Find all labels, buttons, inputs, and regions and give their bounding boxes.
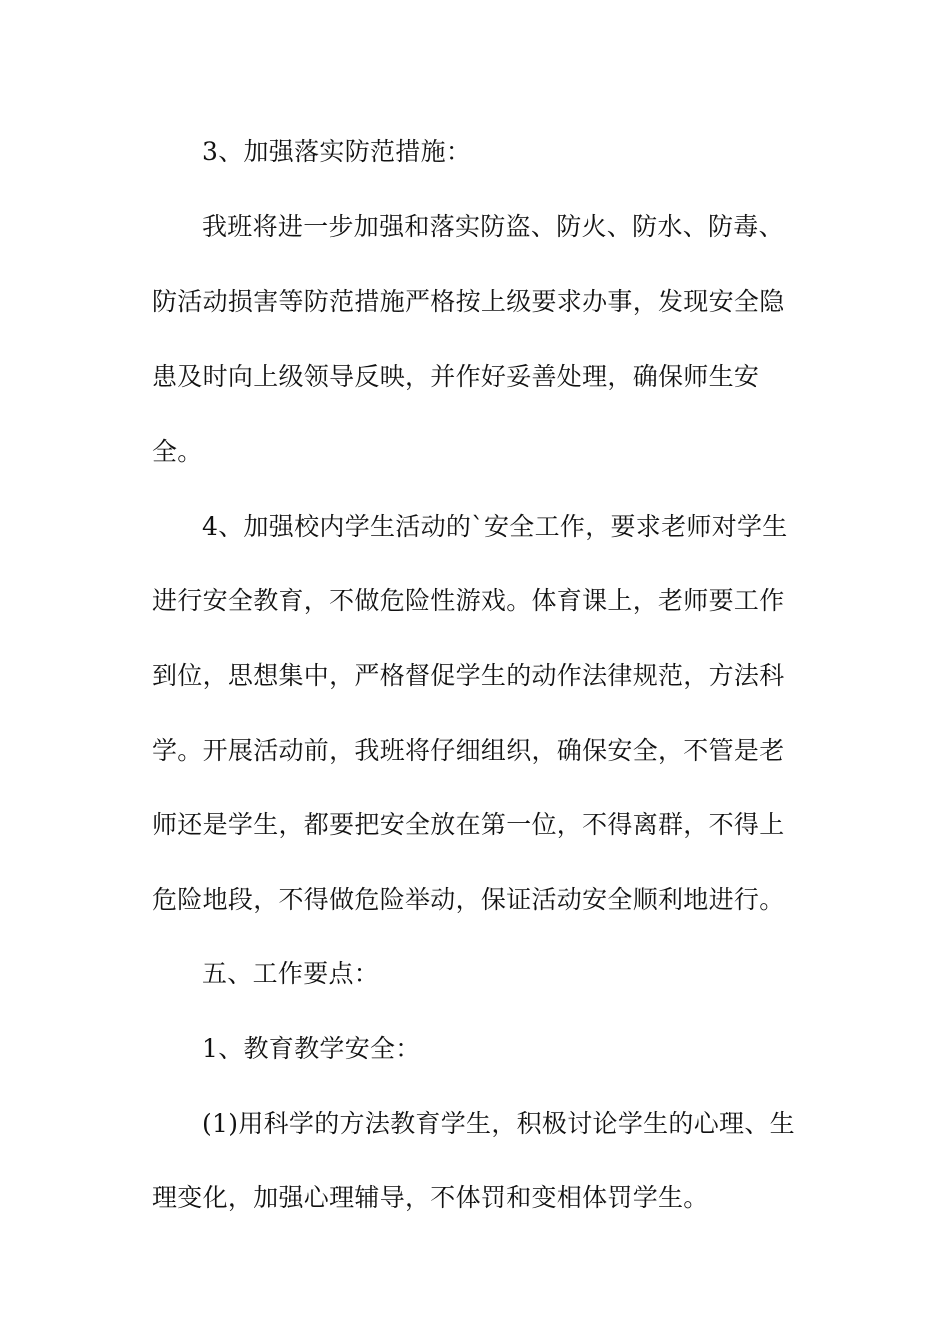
paragraph-line: 学。开展活动前，我班将仔细组织，确保安全，不管是老 — [152, 736, 785, 765]
paragraph-line: 全。 — [152, 437, 203, 466]
paragraph-line: 防活动损害等防范措施严格按上级要求办事，发现安全隐 — [152, 287, 785, 316]
paragraph-line: 到位，思想集中，严格督促学生的动作法律规范，方法科 — [152, 661, 785, 690]
paragraph-line: 师还是学生，都要把安全放在第一位，不得离群，不得上 — [152, 810, 785, 839]
paragraph-line: 我班将进一步加强和落实防盗、防火、防水、防毒、 — [202, 212, 784, 241]
paragraph-line: 患及时向上级领导反映，并作好妥善处理，确保师生安 — [152, 362, 760, 391]
paragraph-line: 危险地段，不得做危险举动，保证活动安全顺利地进行。 — [152, 885, 785, 914]
heading-line-4: 4、加强校内学生活动的`安全工作，要求老师对学生 — [202, 512, 788, 541]
paragraph-line: 理变化，加强心理辅导，不体罚和变相体罚学生。 — [152, 1183, 709, 1212]
paragraph-line: (1)用科学的方法教育学生，积极讨论学生的心理、生 — [202, 1109, 795, 1138]
subsection-heading-1: 1、教育教学安全： — [202, 1034, 421, 1063]
paragraph-line: 进行安全教育，不做危险性游戏。体育课上，老师要工作 — [152, 586, 785, 615]
heading-line-3: 3、加强落实防范措施： — [202, 137, 472, 166]
section-heading-5: 五、工作要点： — [202, 959, 380, 988]
